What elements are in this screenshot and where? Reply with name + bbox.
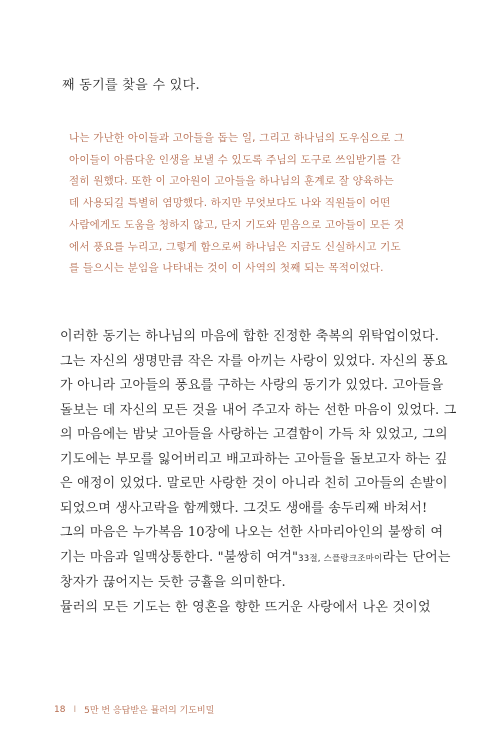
body-line: 은 애정이 있었다. 말로만 사랑한 것이 아니라 친히 고아들의 손발이: [60, 476, 448, 491]
page-number: 18: [54, 704, 66, 715]
body-line: 되었으며 생사고락을 함께했다. 그것도 생애를 송두리째 바쳐서!: [60, 500, 428, 516]
quote-line: 절히 원했다. 또한 이 고아원이 고아들을 하나님의 훈계로 잘 양육하는: [69, 175, 394, 188]
lead-sentence: 째 동기를 찾을 수 있다.: [62, 78, 200, 93]
quote-line: 에서 풍요를 누리고, 그렇게 함으로써 하나님은 지금도 신실하시고 기도: [69, 240, 401, 253]
body-line: 의 마음에는 밤낮 고아들을 사랑하는 고결함이 가득 차 있었고, 그의: [60, 427, 448, 442]
quote-line: 나는 가난한 아이들과 고아들을 돕는 일, 그리고 하나님의 도우심으로 그: [69, 132, 405, 144]
quote-line: 아이들이 아름다운 인생을 보낼 수 있도록 주님의 도구로 쓰임받기를 간: [69, 153, 401, 166]
body-line-with-reference: [60, 546, 451, 572]
body-paragraphs: [60, 325, 457, 620]
body-line: 그의 마음은 누가복음 10장에 나오는 선한 사마리아인의 불쌍히 여: [60, 525, 444, 540]
body-line: 기도에는 부모를 잃어버리고 배고파하는 고아들을 돌보고자 하는 깊: [60, 451, 448, 467]
body-line: 돌보는 데 자신의 모든 것을 내어 주고자 하는 선한 마음이 있었다. 그: [60, 402, 457, 418]
quote-line: 데 사용되길 특별히 염망했다. 하지만 무엇보다도 나와 직원들이 어떤: [69, 197, 391, 210]
quoted-passage: [69, 128, 439, 280]
body-line-text: 기는 마음과 일맥상통한다. "불쌍히 여겨": [60, 549, 299, 565]
quote-line: 를 들으시는 분임을 나타내는 것이 이 사역의 첫째 되는 목적이었다.: [69, 262, 384, 275]
verse-reference: 33절, 스플랑크조마이: [298, 553, 383, 564]
page-footer: [54, 703, 214, 716]
quote-line: 사람에게도 도움을 청하지 않고, 단지 기도와 믿음으로 고아들이 모든 것: [69, 218, 405, 231]
body-line-text: 라는 단어는: [382, 549, 451, 565]
body-line: 창자가 끊어지는 듯한 긍휼을 의미한다.: [60, 575, 286, 590]
body-line: 뮬러의 모든 기도는 한 영혼을 향한 뜨거운 사랑에서 나온 것이었: [60, 599, 431, 615]
body-line: 가 아니라 고아들의 풍요를 구하는 사랑의 동기가 있었다. 고아들을: [60, 378, 444, 393]
running-title: 5만 번 응답받은 뮬러의 기도비밀: [84, 706, 215, 716]
body-line: 이러한 동기는 하나님의 마음에 합한 진정한 축복의 위탁업이었다.: [60, 329, 440, 344]
footer-separator: I: [73, 704, 77, 715]
body-line: 그는 자신의 생명만큼 작은 자를 아끼는 사랑이 있었다. 자신의 풍요: [60, 353, 448, 369]
